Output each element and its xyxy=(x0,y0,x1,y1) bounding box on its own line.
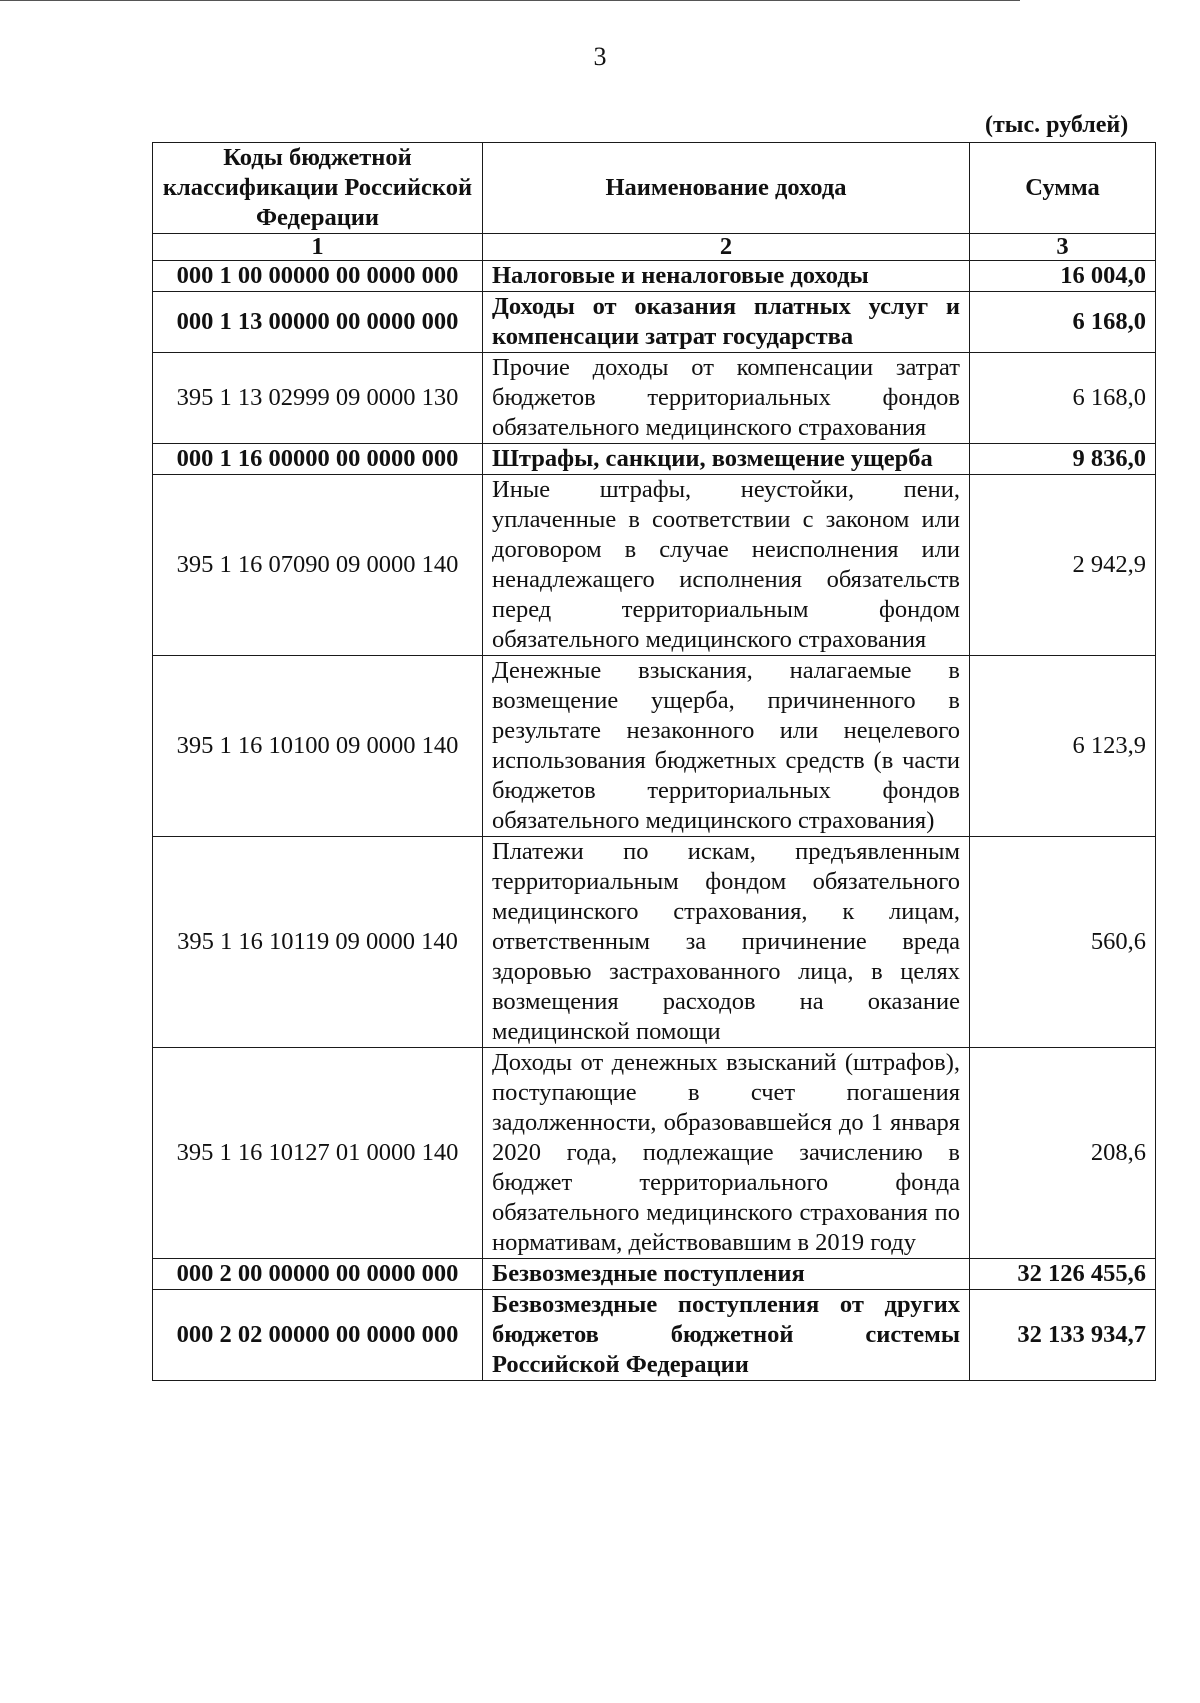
table-row xyxy=(153,1048,1156,1259)
name-cell: Доходы от оказания платных услуг и компенсации затрат государства xyxy=(483,292,970,353)
units-label: (тыс. рублей) xyxy=(985,112,1129,138)
sum-cell: 32 133 934,7 xyxy=(970,1290,1156,1381)
name-cell: Иные штрафы, неустойки, пени, уплаченные в соответствии с законом или договором в случае неисполнения или ненадлежащего исполнения обязательств перед территориальным фондом обязательного медицинского страхования xyxy=(483,475,970,656)
name-cell: Денежные взыскания, налагаемые в возмещение ущерба, причиненного в результате незаконного или нецелевого использования бюджетных средств (в части бюджетов территориальных фондов обязательного медицинского страхования) xyxy=(483,656,970,837)
revenue-table xyxy=(152,142,1156,1381)
code-cell: 000 1 00 00000 00 0000 000 xyxy=(153,261,483,292)
code-cell: 000 1 16 00000 00 0000 000 xyxy=(153,444,483,475)
code-cell: 000 1 13 00000 00 0000 000 xyxy=(153,292,483,353)
header-sum: Сумма xyxy=(970,143,1156,234)
code-cell: 395 1 16 10119 09 0000 140 xyxy=(153,837,483,1048)
top-rule xyxy=(0,0,1020,1)
header-codes: Коды бюджетной классификации Российской Федерации xyxy=(153,143,483,234)
column-number-row xyxy=(153,234,1156,261)
header-name: Наименование дохода xyxy=(483,143,970,234)
code-cell: 395 1 16 07090 09 0000 140 xyxy=(153,475,483,656)
sum-cell: 208,6 xyxy=(970,1048,1156,1259)
name-cell: Безвозмездные поступления xyxy=(483,1259,970,1290)
sum-cell: 32 126 455,6 xyxy=(970,1259,1156,1290)
name-cell: Штрафы, санкции, возмещение ущерба xyxy=(483,444,970,475)
sum-cell: 560,6 xyxy=(970,837,1156,1048)
table-row xyxy=(153,837,1156,1048)
name-cell: Прочие доходы от компенсации затрат бюджетов территориальных фондов обязательного медицинского страхования xyxy=(483,353,970,444)
name-cell: Налоговые и неналоговые доходы xyxy=(483,261,970,292)
table-row xyxy=(153,475,1156,656)
sum-cell: 9 836,0 xyxy=(970,444,1156,475)
page-number: 3 xyxy=(593,42,607,71)
column-number: 2 xyxy=(483,234,970,261)
table-row xyxy=(153,261,1156,292)
sum-cell: 16 004,0 xyxy=(970,261,1156,292)
table-row xyxy=(153,292,1156,353)
name-cell: Платежи по искам, предъявленным территориальным фондом обязательного медицинского страхования, к лицам, ответственным за причинение вреда здоровью застрахованного лица, в целях возмещения расходов на оказание медицинской помощи xyxy=(483,837,970,1048)
column-number: 1 xyxy=(153,234,483,261)
code-cell: 395 1 13 02999 09 0000 130 xyxy=(153,353,483,444)
table-row xyxy=(153,1259,1156,1290)
name-cell: Доходы от денежных взысканий (штрафов), поступающие в счет погашения задолженности, образовавшейся до 1 января 2020 года, подлежащие зачислению в бюджет территориального фонда обязательного медицинского страхования по нормативам, действовавшим в 2019 году xyxy=(483,1048,970,1259)
sum-cell: 6 168,0 xyxy=(970,353,1156,444)
sum-cell: 6 123,9 xyxy=(970,656,1156,837)
sum-cell: 2 942,9 xyxy=(970,475,1156,656)
table-row xyxy=(153,656,1156,837)
table-row xyxy=(153,1290,1156,1381)
sum-cell: 6 168,0 xyxy=(970,292,1156,353)
code-cell: 395 1 16 10100 09 0000 140 xyxy=(153,656,483,837)
code-cell: 000 2 02 00000 00 0000 000 xyxy=(153,1290,483,1381)
table-row xyxy=(153,444,1156,475)
column-number: 3 xyxy=(970,234,1156,261)
name-cell: Безвозмездные поступления от других бюджетов бюджетной системы Российской Федерации xyxy=(483,1290,970,1381)
header-row xyxy=(153,143,1156,234)
code-cell: 000 2 00 00000 00 0000 000 xyxy=(153,1259,483,1290)
table-row xyxy=(153,353,1156,444)
code-cell: 395 1 16 10127 01 0000 140 xyxy=(153,1048,483,1259)
